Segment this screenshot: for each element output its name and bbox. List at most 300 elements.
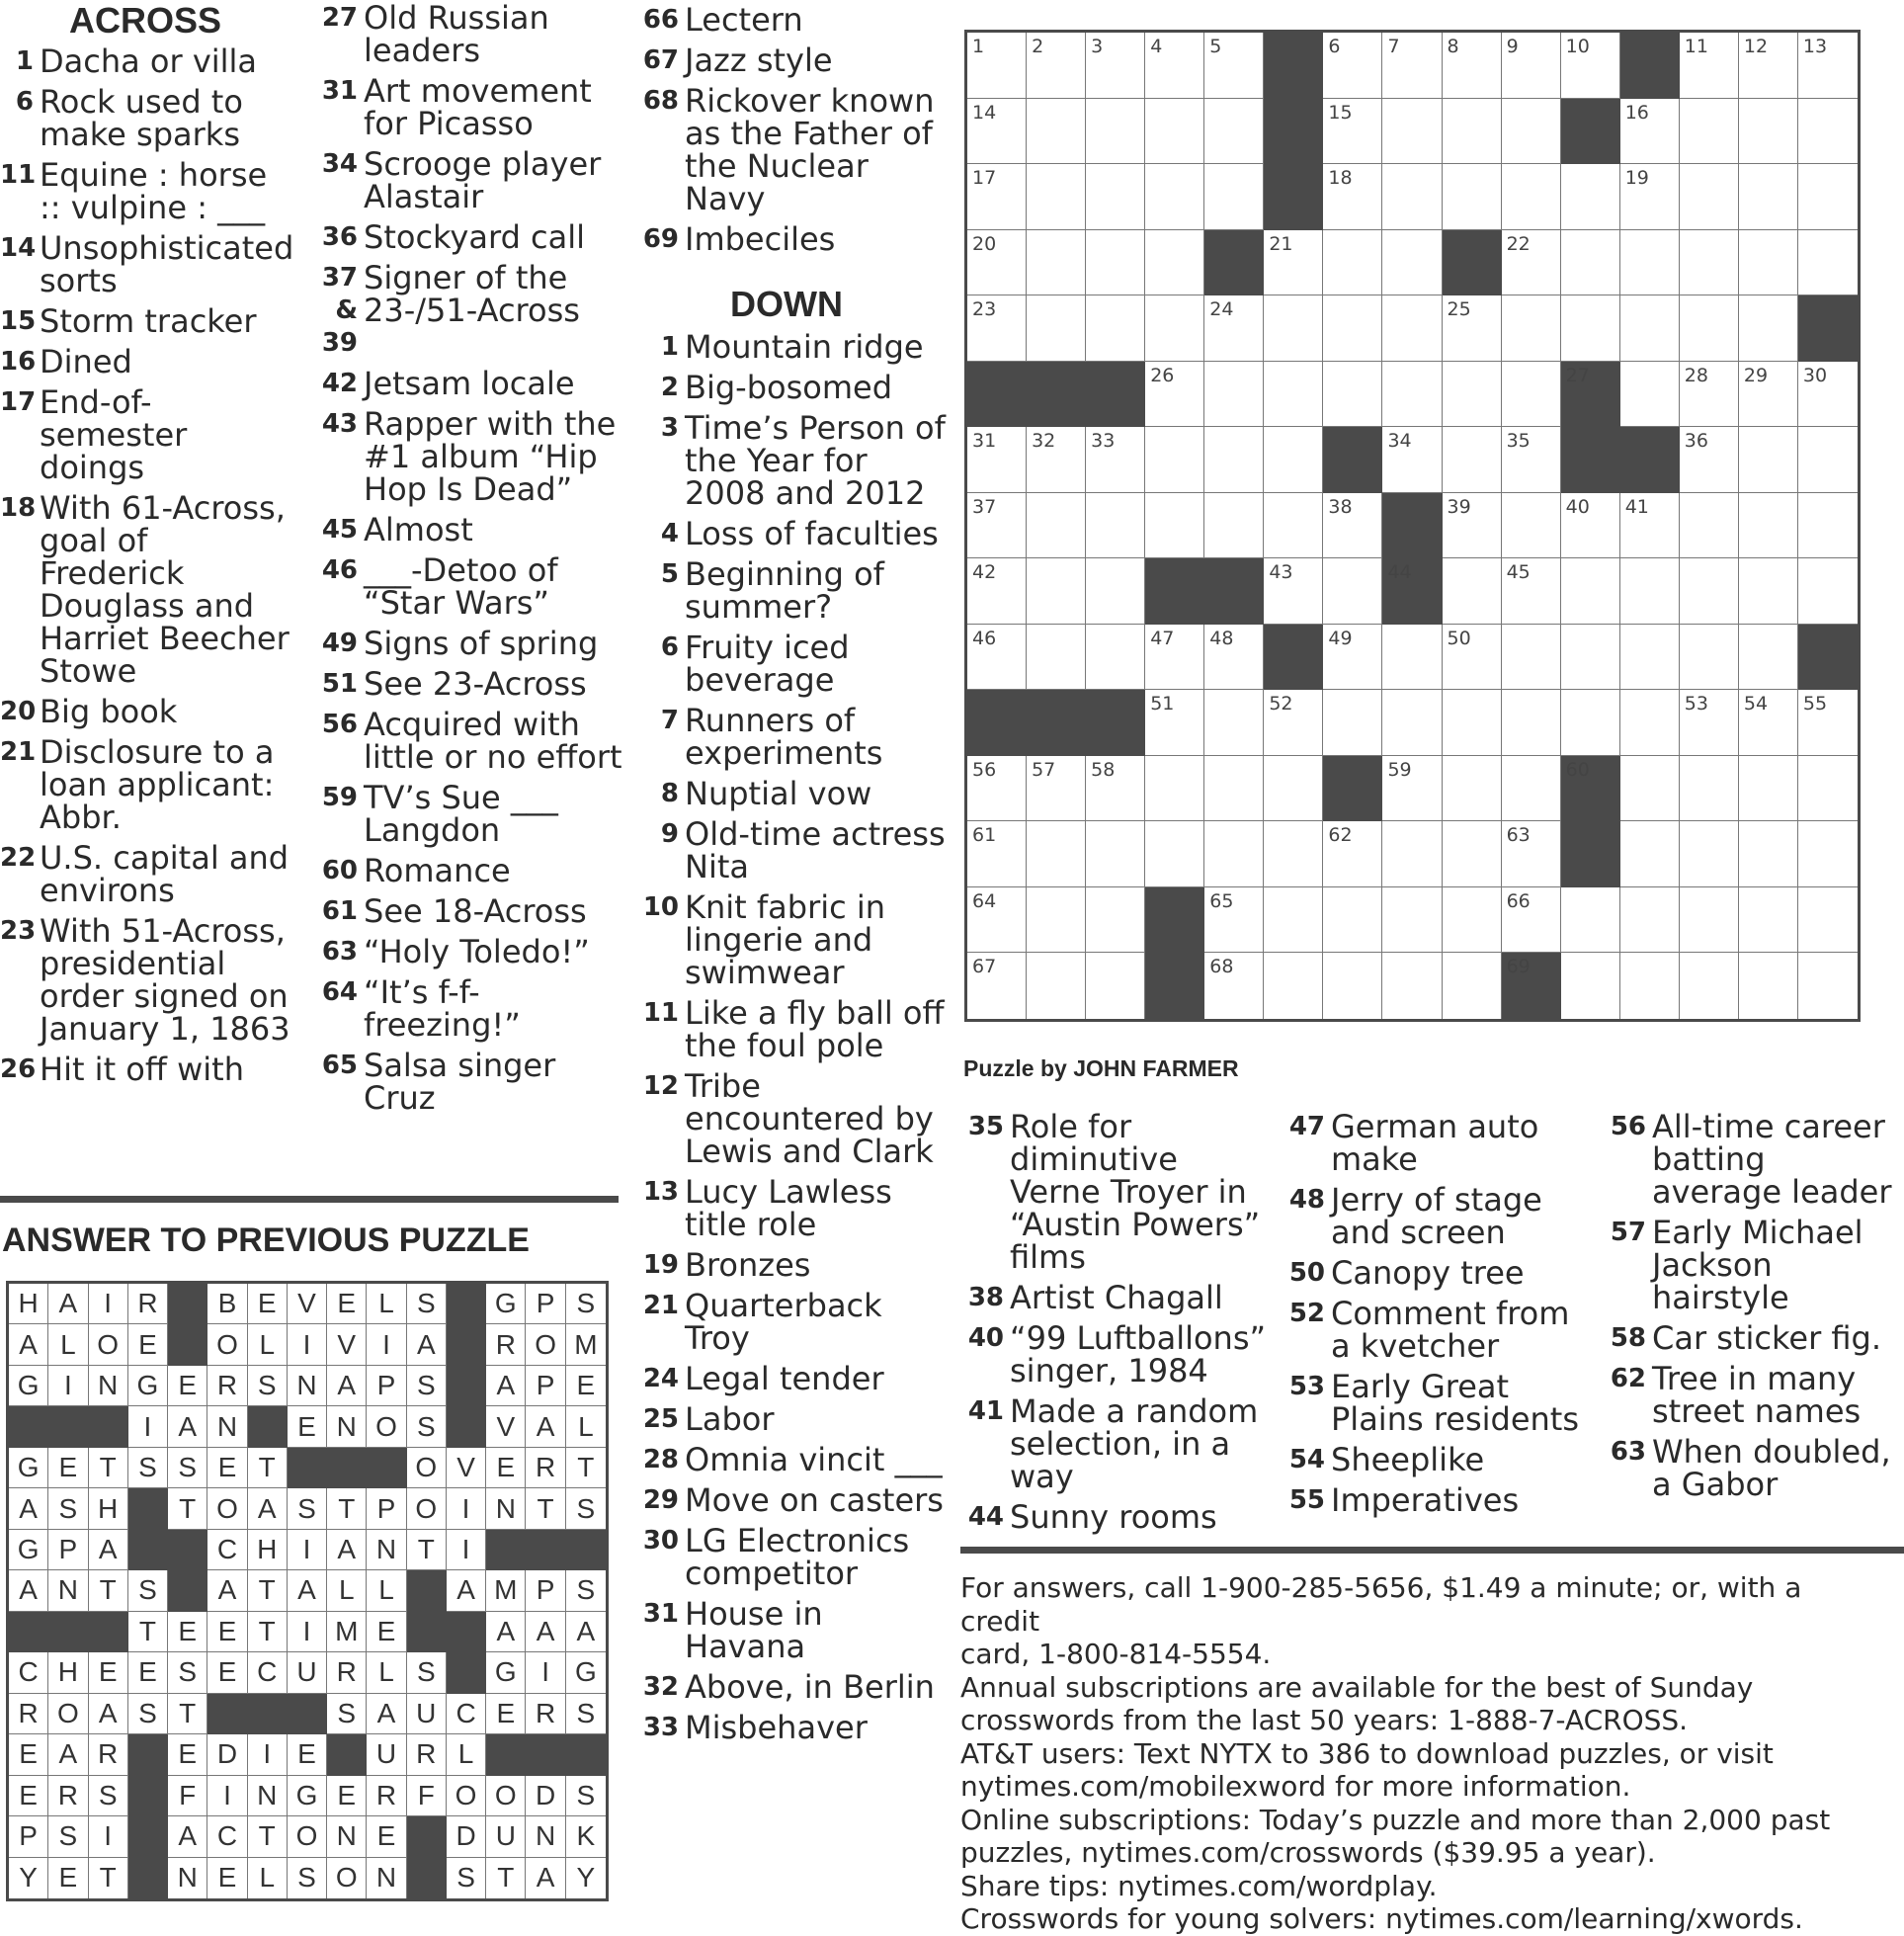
grid-cell[interactable] [1561,230,1620,296]
grid-cell[interactable] [1323,99,1382,165]
grid-cell[interactable] [1620,953,1680,1019]
grid-cell[interactable] [1798,99,1858,165]
cell-number: 15 [1328,101,1353,124]
grid-cell[interactable] [1086,230,1145,296]
grid-cell[interactable] [1323,558,1382,625]
grid-cell[interactable] [1382,756,1442,822]
grid-cell[interactable] [1443,33,1502,99]
grid-cell[interactable] [1739,427,1798,493]
black-square [1798,295,1858,362]
grid-cell[interactable] [1443,690,1502,756]
clue-number: 25 [642,1404,679,1434]
grid-cell[interactable] [1680,164,1739,230]
grid-cell[interactable] [1561,164,1620,230]
grid-cell[interactable] [1798,33,1858,99]
answer-black-square [9,1612,48,1652]
grid-cell[interactable] [1027,164,1086,230]
answer-cell: O [207,1324,247,1365]
cell-number: 67 [972,956,997,978]
grid-cell[interactable] [1561,690,1620,756]
grid-cell[interactable] [1204,821,1264,887]
grid-cell[interactable] [1264,821,1323,887]
grid-cell[interactable] [1145,625,1204,691]
grid-cell[interactable] [1204,756,1264,822]
clue-item [1603,1433,1899,1503]
footer-line: For answers, call 1-900-285-5656, $1.49 a minute; or, with a credit [960,1571,1802,1638]
grid-cell[interactable] [1027,558,1086,625]
clue-number: 16 [0,347,37,377]
grid-cell[interactable] [1204,295,1264,362]
grid-cell[interactable] [1680,99,1739,165]
grid-cell[interactable] [967,625,1027,691]
grid-cell[interactable] [1561,953,1620,1019]
answer-cell: S [407,1652,447,1693]
grid-cell[interactable] [1086,493,1145,559]
grid-cell[interactable] [1502,625,1561,691]
grid-cell[interactable] [1086,99,1145,165]
grid-cell[interactable] [1382,230,1442,296]
grid-cell[interactable] [967,33,1027,99]
answer-black-square [367,1448,406,1488]
grid-cell[interactable] [1443,756,1502,822]
clue-list [1603,1108,1899,1503]
grid-cell[interactable] [1382,362,1442,428]
answer-cell: E [207,1858,247,1898]
grid-cell[interactable] [1323,362,1382,428]
answer-cell: I [526,1652,565,1693]
grid-cell[interactable] [1798,558,1858,625]
grid-cell[interactable] [1443,821,1502,887]
grid-cell[interactable] [1443,295,1502,362]
grid-cell[interactable] [967,558,1027,625]
grid-cell[interactable] [1798,821,1858,887]
clue-number: 1 [660,332,679,362]
black-square [1382,558,1442,625]
answer-cell: H [89,1488,128,1529]
answer-cell: E [168,1734,207,1775]
grid-cell[interactable] [1502,756,1561,822]
answer-cell: A [526,1858,565,1898]
answer-cell: L [248,1858,288,1898]
grid-cell[interactable] [1798,756,1858,822]
grid-cell[interactable] [1620,230,1680,296]
grid-cell[interactable] [1204,690,1264,756]
answer-cell: N [327,1816,367,1857]
grid-cell[interactable] [967,295,1027,362]
grid-cell[interactable] [1680,756,1739,822]
cell-number: 1 [972,36,985,57]
grid-cell[interactable] [1382,690,1442,756]
grid-cell[interactable] [967,164,1027,230]
clue-item [0,489,296,690]
grid-cell[interactable] [1204,625,1264,691]
grid-cell[interactable] [1086,953,1145,1019]
clue-number: 68 [642,86,679,116]
answer-black-square [168,1284,207,1324]
grid-cell[interactable] [1382,33,1442,99]
grid-cell[interactable] [1680,558,1739,625]
grid-cell[interactable] [1323,953,1382,1019]
black-square [1145,887,1204,954]
grid-cell[interactable] [1086,887,1145,954]
answer-cell: O [89,1324,128,1365]
grid-cell[interactable] [1027,99,1086,165]
grid-cell[interactable] [1502,164,1561,230]
grid-cell[interactable] [1680,230,1739,296]
grid-cell[interactable] [1027,625,1086,691]
grid-cell[interactable] [1382,295,1442,362]
answer-cell: T [526,1488,565,1529]
grid-cell[interactable] [1620,887,1680,954]
grid-cell[interactable] [1086,427,1145,493]
grid-cell[interactable] [967,427,1027,493]
grid-cell[interactable] [1264,427,1323,493]
grid-cell[interactable] [1264,690,1323,756]
clue-text: Knit fabric in lingerie and swimwear [685,888,886,991]
grid-cell[interactable] [1204,953,1264,1019]
grid-cell[interactable] [1739,690,1798,756]
grid-cell[interactable] [1502,295,1561,362]
clue-item [1282,1295,1588,1365]
grid-cell[interactable] [1798,362,1858,428]
grid-cell[interactable] [1027,427,1086,493]
grid-cell[interactable] [1798,690,1858,756]
cell-number: 26 [1150,364,1175,386]
grid-cell[interactable] [1323,230,1382,296]
grid-cell[interactable] [1502,558,1561,625]
grid-cell[interactable] [1502,362,1561,428]
answer-cell: E [288,1406,327,1447]
answer-cell: E [128,1652,168,1693]
answer-cell: N [367,1530,406,1570]
grid-cell[interactable] [1739,99,1798,165]
grid-cell[interactable] [1382,625,1442,691]
grid-cell[interactable] [967,756,1027,822]
grid-cell[interactable] [1739,493,1798,559]
answer-cell: H [9,1284,48,1324]
grid-cell[interactable] [1620,362,1680,428]
cell-number: 47 [1150,627,1175,649]
grid-cell[interactable] [1204,427,1264,493]
grid-cell[interactable] [1145,493,1204,559]
grid-cell[interactable] [1382,953,1442,1019]
clue-text: Labor [685,1400,775,1438]
grid-cell[interactable] [1027,953,1086,1019]
grid-cell[interactable] [1145,690,1204,756]
answer-cell: R [9,1694,48,1734]
clue-text: Mountain ridge [685,328,924,366]
grid-cell[interactable] [1502,427,1561,493]
answer-cell: E [9,1776,48,1816]
answer-cell: L [566,1406,606,1447]
clue-text: LG Electronics competitor [685,1522,910,1592]
grid-cell[interactable] [1680,690,1739,756]
grid-cell[interactable] [1502,821,1561,887]
grid-cell[interactable] [1443,427,1502,493]
answer-cell: N [48,1570,88,1611]
grid-cell[interactable] [1502,690,1561,756]
grid-cell[interactable] [1443,164,1502,230]
grid-cell[interactable] [1443,887,1502,954]
clue-text: Tribe encountered by Lewis and Clark [685,1067,934,1170]
grid-cell[interactable] [1264,295,1323,362]
clue-text: Omnia vincit ___ [685,1441,943,1478]
grid-cell[interactable] [1027,295,1086,362]
grid-cell[interactable] [1620,164,1680,230]
grid-cell[interactable] [1382,164,1442,230]
grid-cell[interactable] [1798,493,1858,559]
grid-cell[interactable] [1086,625,1145,691]
grid-cell[interactable] [1502,99,1561,165]
grid-cell[interactable] [1620,625,1680,691]
grid-cell[interactable] [967,821,1027,887]
cell-number: 19 [1624,167,1649,190]
grid-cell[interactable] [1502,230,1561,296]
clue-text: “99 Luftballons” singer, 1984 [1010,1319,1267,1389]
clue-item [314,892,622,930]
grid-cell[interactable] [1027,230,1086,296]
footer-line: Annual subscriptions are available for the best of Sunday [960,1670,1754,1704]
grid-cell[interactable] [1323,887,1382,954]
clue-number: 7 [660,706,679,735]
grid-cell[interactable] [1145,164,1204,230]
grid-cell[interactable] [1798,164,1858,230]
clue-number: 37 & 39 [321,263,358,358]
answer-cell: S [48,1816,88,1857]
cell-number: 4 [1150,36,1163,57]
grid-cell[interactable] [1739,33,1798,99]
grid-cell[interactable] [1264,887,1323,954]
grid-cell[interactable] [1739,295,1798,362]
grid-cell[interactable] [1264,558,1323,625]
grid-cell[interactable] [1204,493,1264,559]
grid-cell[interactable] [1561,295,1620,362]
cell-number: 9 [1506,36,1519,57]
clue-item [314,706,622,776]
grid-cell[interactable] [1204,362,1264,428]
grid-cell[interactable] [1145,756,1204,822]
clue-text: Quarterback Troy [685,1287,882,1357]
answer-cell: G [9,1530,48,1570]
grid-cell[interactable] [1680,625,1739,691]
grid-cell[interactable] [1086,756,1145,822]
grid-cell[interactable] [1323,295,1382,362]
grid-cell[interactable] [1027,33,1086,99]
clue-number: 53 [1288,1372,1325,1401]
clue-text: Sunny rooms [1010,1498,1217,1536]
grid-cell[interactable] [1027,887,1086,954]
grid-cell[interactable] [1502,33,1561,99]
grid-cell[interactable] [1086,164,1145,230]
answer-cell: N [207,1406,247,1447]
grid-cell[interactable] [1620,690,1680,756]
clue-text: Stockyard call [364,218,586,256]
grid-cell[interactable] [1739,821,1798,887]
grid-cell[interactable] [1323,33,1382,99]
grid-cell[interactable] [1443,558,1502,625]
grid-cell[interactable] [1502,493,1561,559]
black-square [1264,164,1323,230]
grid-cell[interactable] [1739,953,1798,1019]
clue-number: 6 [660,632,679,662]
grid-cell[interactable] [1680,427,1739,493]
grid-cell[interactable] [1086,295,1145,362]
clue-number: 35 [967,1112,1004,1141]
grid-cell[interactable] [1561,493,1620,559]
grid-cell[interactable] [1502,887,1561,954]
grid-cell[interactable] [1264,362,1323,428]
grid-cell[interactable] [1680,362,1739,428]
cell-number: 44 [1387,561,1412,584]
clue-number: 3 [660,413,679,443]
grid-cell[interactable] [1739,164,1798,230]
grid-cell[interactable] [1680,33,1739,99]
grid-cell[interactable] [1145,362,1204,428]
grid-cell[interactable] [1086,558,1145,625]
clue-number: 69 [642,224,679,254]
answer-cell: L [447,1734,486,1775]
grid-cell[interactable] [1798,887,1858,954]
grid-cell[interactable] [1680,953,1739,1019]
grid-cell[interactable] [1739,230,1798,296]
grid-cell[interactable] [1382,887,1442,954]
answer-cell: M [566,1324,606,1365]
grid-cell[interactable] [1323,164,1382,230]
grid-cell[interactable] [1145,427,1204,493]
grid-cell[interactable] [1264,230,1323,296]
answer-cell: P [526,1570,565,1611]
answer-cell: T [89,1570,128,1611]
divider-rule [960,1547,1904,1554]
grid-cell[interactable] [1739,625,1798,691]
grid-cell[interactable] [1443,493,1502,559]
grid-cell[interactable] [1739,887,1798,954]
grid-cell[interactable] [1382,99,1442,165]
answer-cell: R [526,1448,565,1488]
clue-item [314,665,622,703]
clue-item [635,1360,952,1397]
grid-cell[interactable] [1798,427,1858,493]
grid-cell[interactable] [1443,953,1502,1019]
grid-cell[interactable] [1145,230,1204,296]
clue-number: 21 [642,1291,679,1320]
grid-cell[interactable] [1264,493,1323,559]
grid-cell[interactable] [1739,756,1798,822]
grid-cell[interactable] [1264,756,1323,822]
grid-cell[interactable] [1323,625,1382,691]
grid-cell[interactable] [1620,558,1680,625]
clue-number: 18 [0,493,37,523]
cell-number: 12 [1743,36,1769,57]
clue-number: 26 [0,1054,37,1084]
cell-number: 29 [1743,364,1769,386]
grid-cell[interactable] [1620,99,1680,165]
grid-cell[interactable] [1086,821,1145,887]
grid-cell[interactable] [1145,821,1204,887]
grid-cell[interactable] [967,230,1027,296]
answer-cell: E [48,1858,88,1898]
grid-cell[interactable] [1382,821,1442,887]
answer-cell: C [9,1652,48,1693]
grid-cell[interactable] [1620,821,1680,887]
grid-cell[interactable] [1027,821,1086,887]
grid-cell[interactable] [1680,821,1739,887]
grid-cell[interactable] [1027,756,1086,822]
grid-cell[interactable] [1204,164,1264,230]
black-square [1620,427,1680,493]
grid-cell[interactable] [1561,625,1620,691]
grid-cell[interactable] [1145,33,1204,99]
answer-cell: I [288,1324,327,1365]
clue-text: Above, in Berlin [685,1668,935,1706]
cell-number: 59 [1387,758,1412,781]
grid-cell[interactable] [1798,230,1858,296]
grid-cell[interactable] [967,493,1027,559]
grid-cell[interactable] [1680,493,1739,559]
grid-cell[interactable] [1443,99,1502,165]
grid-cell[interactable] [1323,690,1382,756]
grid-cell[interactable] [1739,558,1798,625]
grid-cell[interactable] [1680,295,1739,362]
grid-cell[interactable] [1798,953,1858,1019]
grid-cell[interactable] [1027,493,1086,559]
grid-cell[interactable] [1204,887,1264,954]
answer-cell: N [486,1488,526,1529]
grid-cell[interactable] [1739,362,1798,428]
grid-cell[interactable] [1561,558,1620,625]
grid-cell[interactable] [1086,33,1145,99]
clue-item [635,1400,952,1438]
grid-cell[interactable] [1620,756,1680,822]
grid-cell[interactable] [1620,493,1680,559]
grid-cell[interactable] [1145,295,1204,362]
grid-cell[interactable] [967,99,1027,165]
grid-cell[interactable] [967,887,1027,954]
black-square [1561,427,1620,493]
grid-cell[interactable] [1204,33,1264,99]
answer-cell: N [248,1776,288,1816]
answer-black-square [9,1406,48,1447]
grid-cell[interactable] [1561,887,1620,954]
grid-cell[interactable] [1264,953,1323,1019]
clue-text: Disclosure to a loan applicant: Abbr. [40,733,275,836]
cell-number: 31 [972,430,997,453]
clue-text: Legal tender [685,1360,884,1397]
clue-number: 11 [642,998,679,1028]
grid-cell[interactable] [1680,887,1739,954]
answer-cell: S [128,1448,168,1488]
grid-cell[interactable] [1145,99,1204,165]
answer-cell: K [566,1816,606,1857]
grid-cell[interactable] [1443,362,1502,428]
grid-cell[interactable] [1204,99,1264,165]
grid-cell[interactable] [1323,493,1382,559]
grid-cell[interactable] [967,953,1027,1019]
clue-number: 67 [642,45,679,75]
clue-item [960,1392,1269,1495]
clue-text: Acquired with little or no effort [364,706,622,776]
answer-cell: T [248,1612,288,1652]
answer-cell: S [168,1448,207,1488]
clue-number: 43 [321,409,358,439]
grid-cell[interactable] [1620,295,1680,362]
clue-text: Made a random selection, in a way [1010,1392,1259,1495]
answer-black-square [327,1448,367,1488]
grid-cell[interactable] [1382,427,1442,493]
grid-cell[interactable] [1561,33,1620,99]
grid-cell[interactable] [1323,821,1382,887]
grid-cell[interactable] [1443,625,1502,691]
